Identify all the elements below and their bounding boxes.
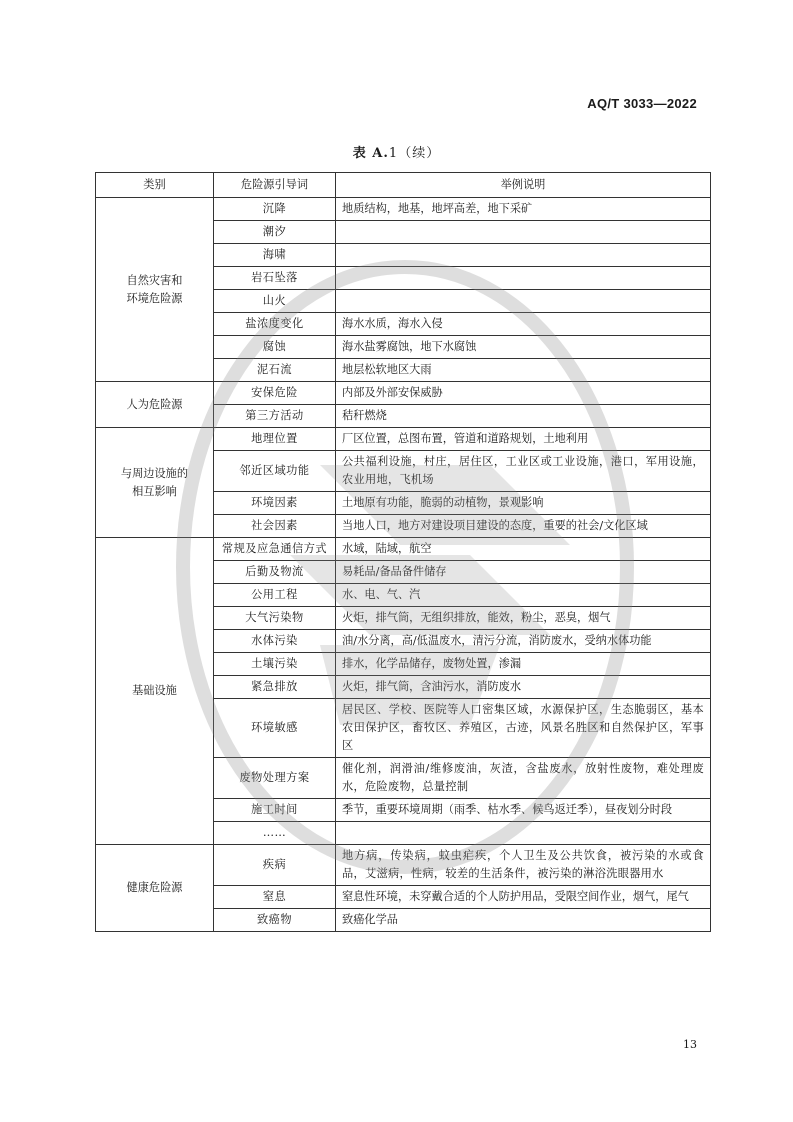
example-cell: 窒息性环境，未穿戴合适的个人防护用品，受限空间作业，烟气，尾气 (336, 886, 711, 909)
guide-word-cell: 疾病 (214, 845, 336, 886)
guide-word-cell: 第三方活动 (214, 405, 336, 428)
example-cell: 海水盐雾腐蚀，地下水腐蚀 (336, 336, 711, 359)
category-label: 人为危险源 (126, 397, 183, 411)
guide-word-cell: 窒息 (214, 886, 336, 909)
category-cell (96, 538, 214, 845)
table-title-number: 1 (388, 146, 399, 161)
table-row (96, 382, 711, 405)
hazard-table (95, 172, 711, 932)
example-cell: 公共福利设施，村庄，居住区，工业区或工业设施，港口，军用设施，农业用地，飞机场 (336, 451, 711, 492)
example-cell: 地方病，传染病，蚊虫疟疾，个人卫生及公共饮食，被污染的水或食品，艾滋病，性病，较差的生活条件，被污染的淋浴洗眼器用水 (336, 845, 711, 886)
example-cell: 当地人口，地方对建设项目建设的态度，重要的社会/文化区域 (336, 515, 711, 538)
table-header-row (96, 173, 711, 198)
example-cell (336, 290, 711, 313)
guide-word-cell: 岩石坠落 (214, 267, 336, 290)
column-header-example: 举例说明 (336, 173, 711, 198)
guide-word-cell: 安保危险 (214, 382, 336, 405)
example-cell: 季节，重要环境周期（雨季、枯水季、候鸟返迁季），昼夜划分时段 (336, 799, 711, 822)
guide-word-cell: 常规及应急通信方式 (214, 538, 336, 561)
guide-word-cell: 环境因素 (214, 492, 336, 515)
category-cell (96, 198, 214, 382)
guide-word-cell: 致癌物 (214, 909, 336, 932)
table-row (96, 198, 711, 221)
example-cell: 地层松软地区大雨 (336, 359, 711, 382)
example-cell: 秸秆燃烧 (336, 405, 711, 428)
example-cell: 排水，化学品储存，废物处置，渗漏 (336, 653, 711, 676)
guide-word-cell: 邻近区域功能 (214, 451, 336, 492)
table-title (0, 142, 793, 161)
example-cell (336, 267, 711, 290)
example-cell: 火炬，排气筒，含油污水，消防废水 (336, 676, 711, 699)
example-cell: 水域，陆域，航空 (336, 538, 711, 561)
example-cell (336, 822, 711, 845)
guide-word-cell: 土壤污染 (214, 653, 336, 676)
example-cell: 海水水质，海水入侵 (336, 313, 711, 336)
guide-word-cell: 后勤及物流 (214, 561, 336, 584)
category-cell (96, 428, 214, 538)
guide-word-cell: 地理位置 (214, 428, 336, 451)
table-row (96, 845, 711, 886)
guide-word-cell: 山火 (214, 290, 336, 313)
example-cell: 催化剂，润滑油/维修废油，灰渣，含盐废水，放射性废物，难处理废水，危险废物，总量控制 (336, 758, 711, 799)
table-row (96, 428, 711, 451)
guide-word-cell: 废物处理方案 (214, 758, 336, 799)
example-cell: 油/水分离，高/低温废水，清污分流，消防废水，受纳水体功能 (336, 630, 711, 653)
example-cell: 水、电、气、汽 (336, 584, 711, 607)
table-row (96, 538, 711, 561)
category-cell (96, 845, 214, 932)
category-cell (96, 382, 214, 428)
guide-word-cell: 大气污染物 (214, 607, 336, 630)
guide-word-cell: 海啸 (214, 244, 336, 267)
example-cell: 居民区、学校、医院等人口密集区域，水源保护区，生态脆弱区，基本农田保护区，畜牧区、养殖区，古迹，风景名胜区和自然保护区，军事区 (336, 699, 711, 758)
category-label: 基础设施 (132, 684, 177, 697)
guide-word-cell: 施工时间 (214, 799, 336, 822)
example-cell (336, 221, 711, 244)
guide-word-cell: …… (214, 822, 336, 845)
guide-word-cell: 盐浓度变化 (214, 313, 336, 336)
table-title-prefix: 表 A. (352, 146, 389, 161)
example-cell: 内部及外部安保威胁 (336, 382, 711, 405)
table-body (96, 198, 711, 932)
guide-word-cell: 紧急排放 (214, 676, 336, 699)
guide-word-cell: 环境敏感 (214, 699, 336, 758)
category-label: 相互影响 (132, 484, 177, 498)
guide-word-cell: 潮汐 (214, 221, 336, 244)
example-cell: 致癌化学品 (336, 909, 711, 932)
guide-word-cell: 水体污染 (214, 630, 336, 653)
guide-word-cell: 沉降 (214, 198, 336, 221)
example-cell: 厂区位置，总图布置，管道和道路规划，土地利用 (336, 428, 711, 451)
page-number: 13 (683, 1038, 697, 1051)
example-cell: 火炬，排气筒，无组织排放，能效，粉尘，恶臭，烟气 (336, 607, 711, 630)
guide-word-cell: 公用工程 (214, 584, 336, 607)
column-header-guide-word: 危险源引导词 (214, 173, 336, 198)
column-header-category: 类别 (96, 173, 214, 198)
example-cell (336, 244, 711, 267)
document-code: AQ/T 3033—2022 (587, 96, 697, 111)
guide-word-cell: 腐蚀 (214, 336, 336, 359)
category-label: 环境危险源 (126, 291, 183, 305)
example-cell: 地质结构，地基，地坪高差，地下采矿 (336, 198, 711, 221)
guide-word-cell: 泥石流 (214, 359, 336, 382)
example-cell: 土地原有功能，脆弱的动植物，景观影响 (336, 492, 711, 515)
guide-word-cell: 社会因素 (214, 515, 336, 538)
table-title-suffix: （续） (398, 146, 441, 161)
category-label: 健康危险源 (126, 881, 183, 894)
category-label: 自然灾害和 (126, 273, 183, 287)
category-label: 与周边设施的 (120, 466, 189, 480)
example-cell: 易耗品/备品备件储存 (336, 561, 711, 584)
